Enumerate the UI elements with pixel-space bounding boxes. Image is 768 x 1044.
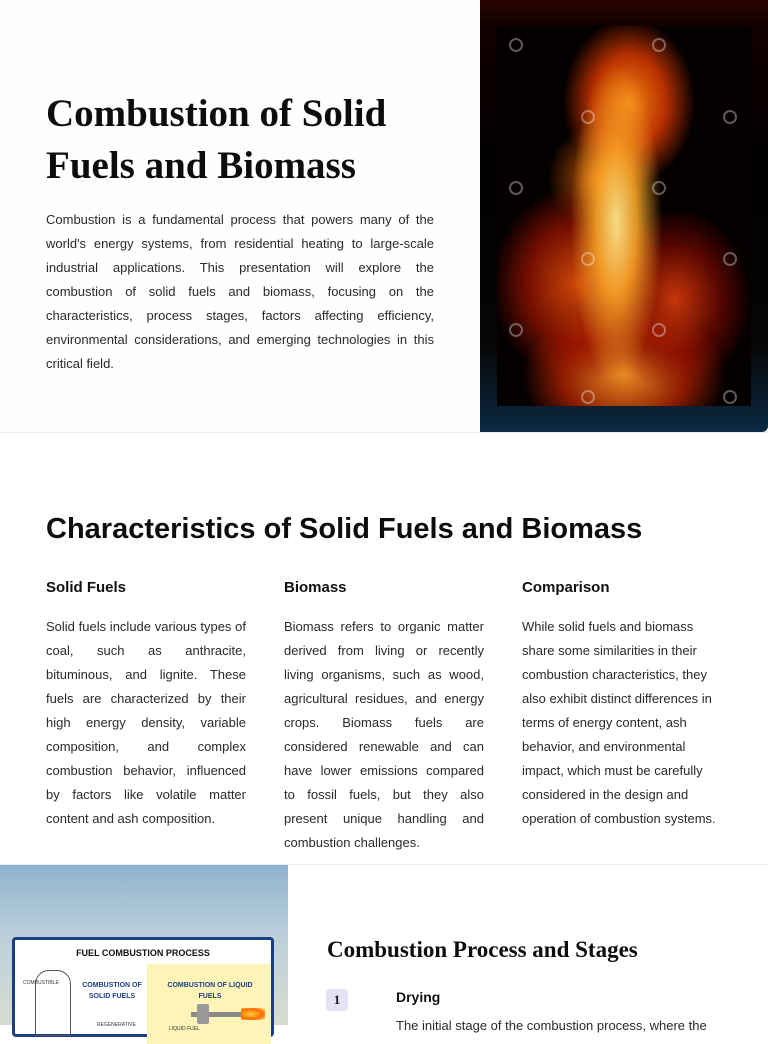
column-heading: Comparison xyxy=(522,579,610,596)
intro-paragraph: Combustion is a fundamental process that powers many of the world's energy systems, from residential heating to large-scale industrial applications. This presentation will explore the combustion of solid fuels and biomass, focusing on the characteristics, process stages, factors affecting efficiency, environmental considerations, and emerging technologies in this critical field. xyxy=(46,212,434,371)
watermark-icon xyxy=(509,323,523,337)
column-text: Solid fuels include various types of coal, such as anthracite, bituminous, and lignite. These fuels are characterized by their high energy density, variable composition, and complex combustion behavior, influenced by factors like volatile matter content and ash composition. xyxy=(46,619,246,826)
column-text: Biomass refers to organic matter derived from living or recently living organisms, such as wood, agricultural residues, and energy crops. Biomass fuels are considered renewable and can have lower emissions compared to fossil fuels, but they also present unique handling and combustion challenges. xyxy=(284,619,484,850)
slide-title: Characteristics of Solid Fuels and Biomass xyxy=(46,513,643,545)
slide-title: Combustion Process and Stages xyxy=(327,937,638,962)
title-slide xyxy=(0,0,768,433)
solid-fuels-column xyxy=(46,579,246,831)
watermark-icon xyxy=(509,181,523,195)
poster-title: FUEL COMBUSTION PROCESS xyxy=(76,948,210,958)
fire-flames xyxy=(497,26,751,406)
fire-photo xyxy=(480,0,768,432)
poster-caption: COMBUSTION OF SOLID FUELS xyxy=(82,982,142,1000)
watermark-icon xyxy=(723,252,737,266)
poster-label: REGENERATIVE xyxy=(97,1022,136,1028)
watermark-icon xyxy=(652,323,666,337)
characteristics-slide xyxy=(0,433,768,863)
flame-icon xyxy=(241,1008,265,1020)
watermark-icon xyxy=(723,390,737,404)
step-number-badge: 1 xyxy=(326,989,348,1011)
step-title: Drying xyxy=(396,989,441,1005)
watermark-icon xyxy=(723,110,737,124)
watermark-icon xyxy=(509,38,523,52)
column-heading: Biomass xyxy=(284,579,347,596)
combustion-poster xyxy=(12,937,274,1037)
process-slide xyxy=(0,864,768,1033)
column-text: While solid fuels and biomass share some similarities in their combustion characteristics, they also exhibit distinct differences in terms of energy content, ash behavior, and environmental impact, which must be carefully considered in the design and operation of combustion systems. xyxy=(522,619,716,826)
valve-icon xyxy=(197,1004,209,1024)
poster-liquid-panel xyxy=(147,964,271,1044)
comparison-column xyxy=(522,579,720,831)
poster-label: LIQUID FUEL xyxy=(169,1026,200,1032)
watermark-icon xyxy=(652,181,666,195)
process-illustration xyxy=(0,865,288,1032)
step-description: The initial stage of the combustion process, where the xyxy=(396,1018,707,1033)
watermark-icon xyxy=(652,38,666,52)
watermark-icon xyxy=(581,110,595,124)
column-heading: Solid Fuels xyxy=(46,579,127,596)
poster-caption: COMBUSTION OF LIQUID FUELS xyxy=(167,982,253,1000)
presentation-title: Combustion of Solid Fuels and Biomass xyxy=(46,92,387,187)
watermark-icon xyxy=(581,252,595,266)
biomass-column xyxy=(284,579,484,855)
watermark-icon xyxy=(581,390,595,404)
poster-label: COMBUSTIBLE xyxy=(23,980,59,986)
